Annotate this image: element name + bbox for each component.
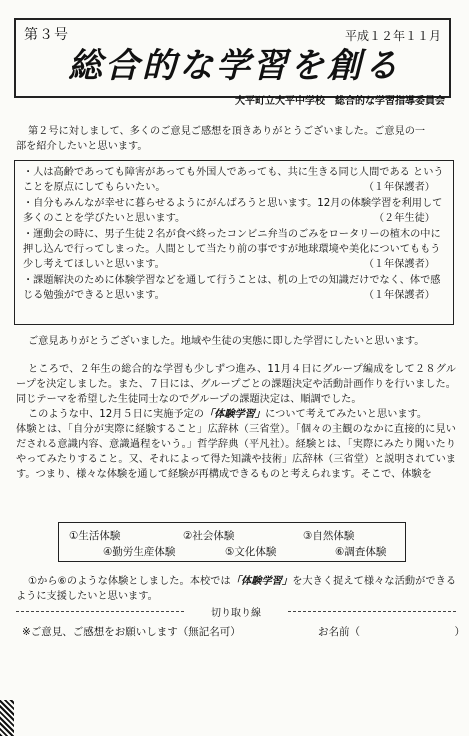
emphasis-experience-learning: 「体験学習」 — [203, 409, 266, 420]
issue-date: 平成１２年１１月 — [344, 29, 441, 43]
corner-scan-mark — [0, 700, 14, 736]
feedback-box — [14, 160, 454, 325]
feedback-text: ・人は高齢であっても障害があっても外国人であっても、共に生きる同じ人間である ということを原点にしてもらいたい。 — [23, 167, 444, 194]
body-text: ①から⑥のような体験としました。本校では — [28, 576, 231, 587]
experience-item: ⑤文化体験 — [225, 546, 277, 558]
cut-line — [16, 604, 456, 618]
closing-paragraph — [16, 574, 456, 604]
intro-line-2: 部を紹介したいと思います。 — [16, 141, 148, 152]
body-paragraph-1: ところで、２年生の総合的な学習も少しずつ進み、11月４日にグループ編成をして２８グループを決定しました。また、７日には、グループごとの課題決定や活動計画作りを行いました。同じテーマを希望した生徒同士なのでグループの課題決定は、順調でした。 — [16, 364, 456, 405]
feedback-author: （１年保護者） — [363, 259, 435, 271]
intro-paragraph — [16, 124, 456, 154]
feedback-item — [23, 227, 445, 273]
cut-dash-left — [16, 611, 184, 612]
body-paragraph-2 — [16, 407, 456, 422]
feedback-item — [23, 196, 445, 227]
body-text: について考えてみたいと思います。 — [265, 409, 428, 420]
experience-item: ④勤労生産体験 — [103, 546, 176, 558]
feedback-author: （１年保護者） — [363, 290, 435, 302]
feedback-request: ※ご意見、ご感想をお願いします（無記名可） — [22, 626, 241, 638]
feedback-text: ・課題解決のために体験学習などを通して行うことは、机の上での知識だけでなく、体で感じる勉強ができると思います。 — [23, 274, 441, 302]
feedback-item — [23, 165, 445, 196]
body-paragraph-3: 体験とは、「自分が実際に経験すること」広辞林（三省堂）。「個々の主観のなかに直接的に見いだされる意識内容、意識過程をいう。」哲学辞典（平凡社）。経験とは、「実際にみたり聞いたりやってみたりすること。又、それによって得た知識や技術」広辞林（三省堂）と説明されています。つまり、様々な体験を通して経験が再構成できるものと考えられます。そこで、体験を — [16, 424, 456, 480]
name-field-label: お名前（ ） — [318, 626, 465, 638]
feedback-author: （２年生徒） — [373, 213, 435, 225]
publisher: 大平町立大平中学校 総合的な学習指導委員会 — [235, 96, 445, 107]
experience-list-box — [58, 522, 406, 562]
intro-line-1: 第２号に対しまして、多くのご意見ご感想を頂きありがとうございました。ご意見の一 — [28, 126, 426, 137]
issue-number: 第３号 — [24, 27, 69, 43]
body-text: このような中、12月５日に実施予定の — [28, 409, 204, 420]
cut-dash-right — [288, 611, 456, 612]
feedback-text: ・運動会の時に、男子生徒２名が食べ終ったコンビニ弁当のごみをロータリーの植木の中に押し込んで行ってしまった。人間として当たり前の事ですが地球環境や美化についてももう少し考えてほしいと思います。 — [23, 228, 441, 271]
newsletter-title: 総合的な学習を創る — [68, 46, 401, 86]
cut-line-label: 切り取り線 — [211, 608, 261, 619]
experience-item: ③自然体験 — [303, 530, 355, 542]
emphasis-experience-learning: 「体験学習」 — [230, 576, 293, 587]
feedback-author: （１年保護者） — [363, 182, 435, 194]
feedback-text: ・自分もみんなが幸せに暮らせるようにがんばろうと思います。12月の体験学習を利用して多くのことを学びたいと思います。 — [23, 197, 443, 225]
body-text: を大きく捉えて様々な活動ができるように支援したいと思います。 — [16, 576, 457, 602]
experience-item: ⑥調査体験 — [335, 546, 387, 558]
experience-item: ①生活体験 — [69, 530, 121, 542]
main-body — [16, 362, 456, 482]
thanks-line: ご意見ありがとうございました。地域や生徒の実態に即した学習にしたいと思います。 — [28, 336, 425, 347]
feedback-item — [23, 273, 445, 304]
closing-text — [16, 574, 456, 604]
experience-item: ②社会体験 — [183, 530, 235, 542]
